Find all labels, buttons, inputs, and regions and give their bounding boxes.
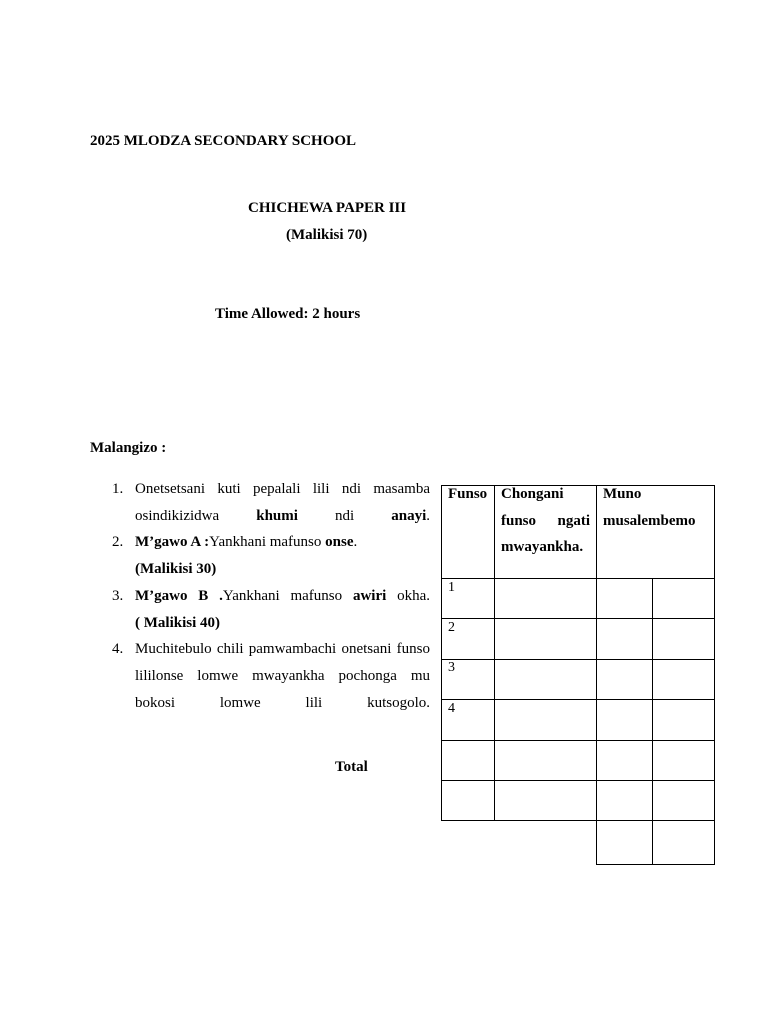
school-name: 2025 MLODZA SECONDARY SCHOOL — [90, 133, 357, 149]
header-funso: Funso — [448, 486, 488, 502]
row-number: 1 — [448, 580, 455, 595]
instruction-text: M’gawo B .Yankhani mafunso awiri okha. ( Malikisi 40) — [135, 587, 430, 631]
row-number: 3 — [448, 660, 455, 675]
instructions-list — [112, 476, 430, 716]
instruction-item: 3. M’gawo B .Yankhani mafunso awiri okha. ( Malikisi 40) — [112, 583, 430, 636]
instruction-text: Muchitebulo chili pamwambachi onetsani funso lililonse lomwe mwayankha pochonga mu bokosi lomwe lili kutsogolo. — [135, 641, 430, 711]
header-muno-musalembemo: Muno musalembemo — [603, 486, 696, 529]
total-label: Total — [335, 759, 368, 775]
instruction-item: 2. M’gawo A :Yankhani mafunso onse. (Malikisi 30) — [112, 529, 430, 582]
paper-title: CHICHEWA PAPER III — [248, 200, 407, 216]
instruction-text: M’gawo A :Yankhani mafunso onse. (Malikisi 30) — [135, 534, 358, 578]
instruction-item: 4. Muchitebulo chili pamwambachi onetsani funso lililonse lomwe mwayankha pochonga mu bokosi lomwe lili kutsogolo. — [112, 636, 430, 716]
row-number: 4 — [448, 701, 455, 716]
header-chongani: Chongani funso ngati mwayankha. — [501, 486, 590, 556]
instruction-text: Onetsetsani kuti pepalali lili ndi masamba osindikizidwa khumi ndi anayi. — [135, 481, 431, 524]
row-number: 2 — [448, 620, 455, 635]
time-allowed: Time Allowed: 2 hours — [215, 306, 361, 322]
total-marks: (Malikisi 70) — [286, 227, 368, 243]
instructions-heading: Malangizo : — [90, 440, 167, 456]
instruction-item: 1. Onetsetsani kuti pepalali lili ndi masamba osindikizidwa khumi ndi anayi. — [112, 476, 430, 529]
